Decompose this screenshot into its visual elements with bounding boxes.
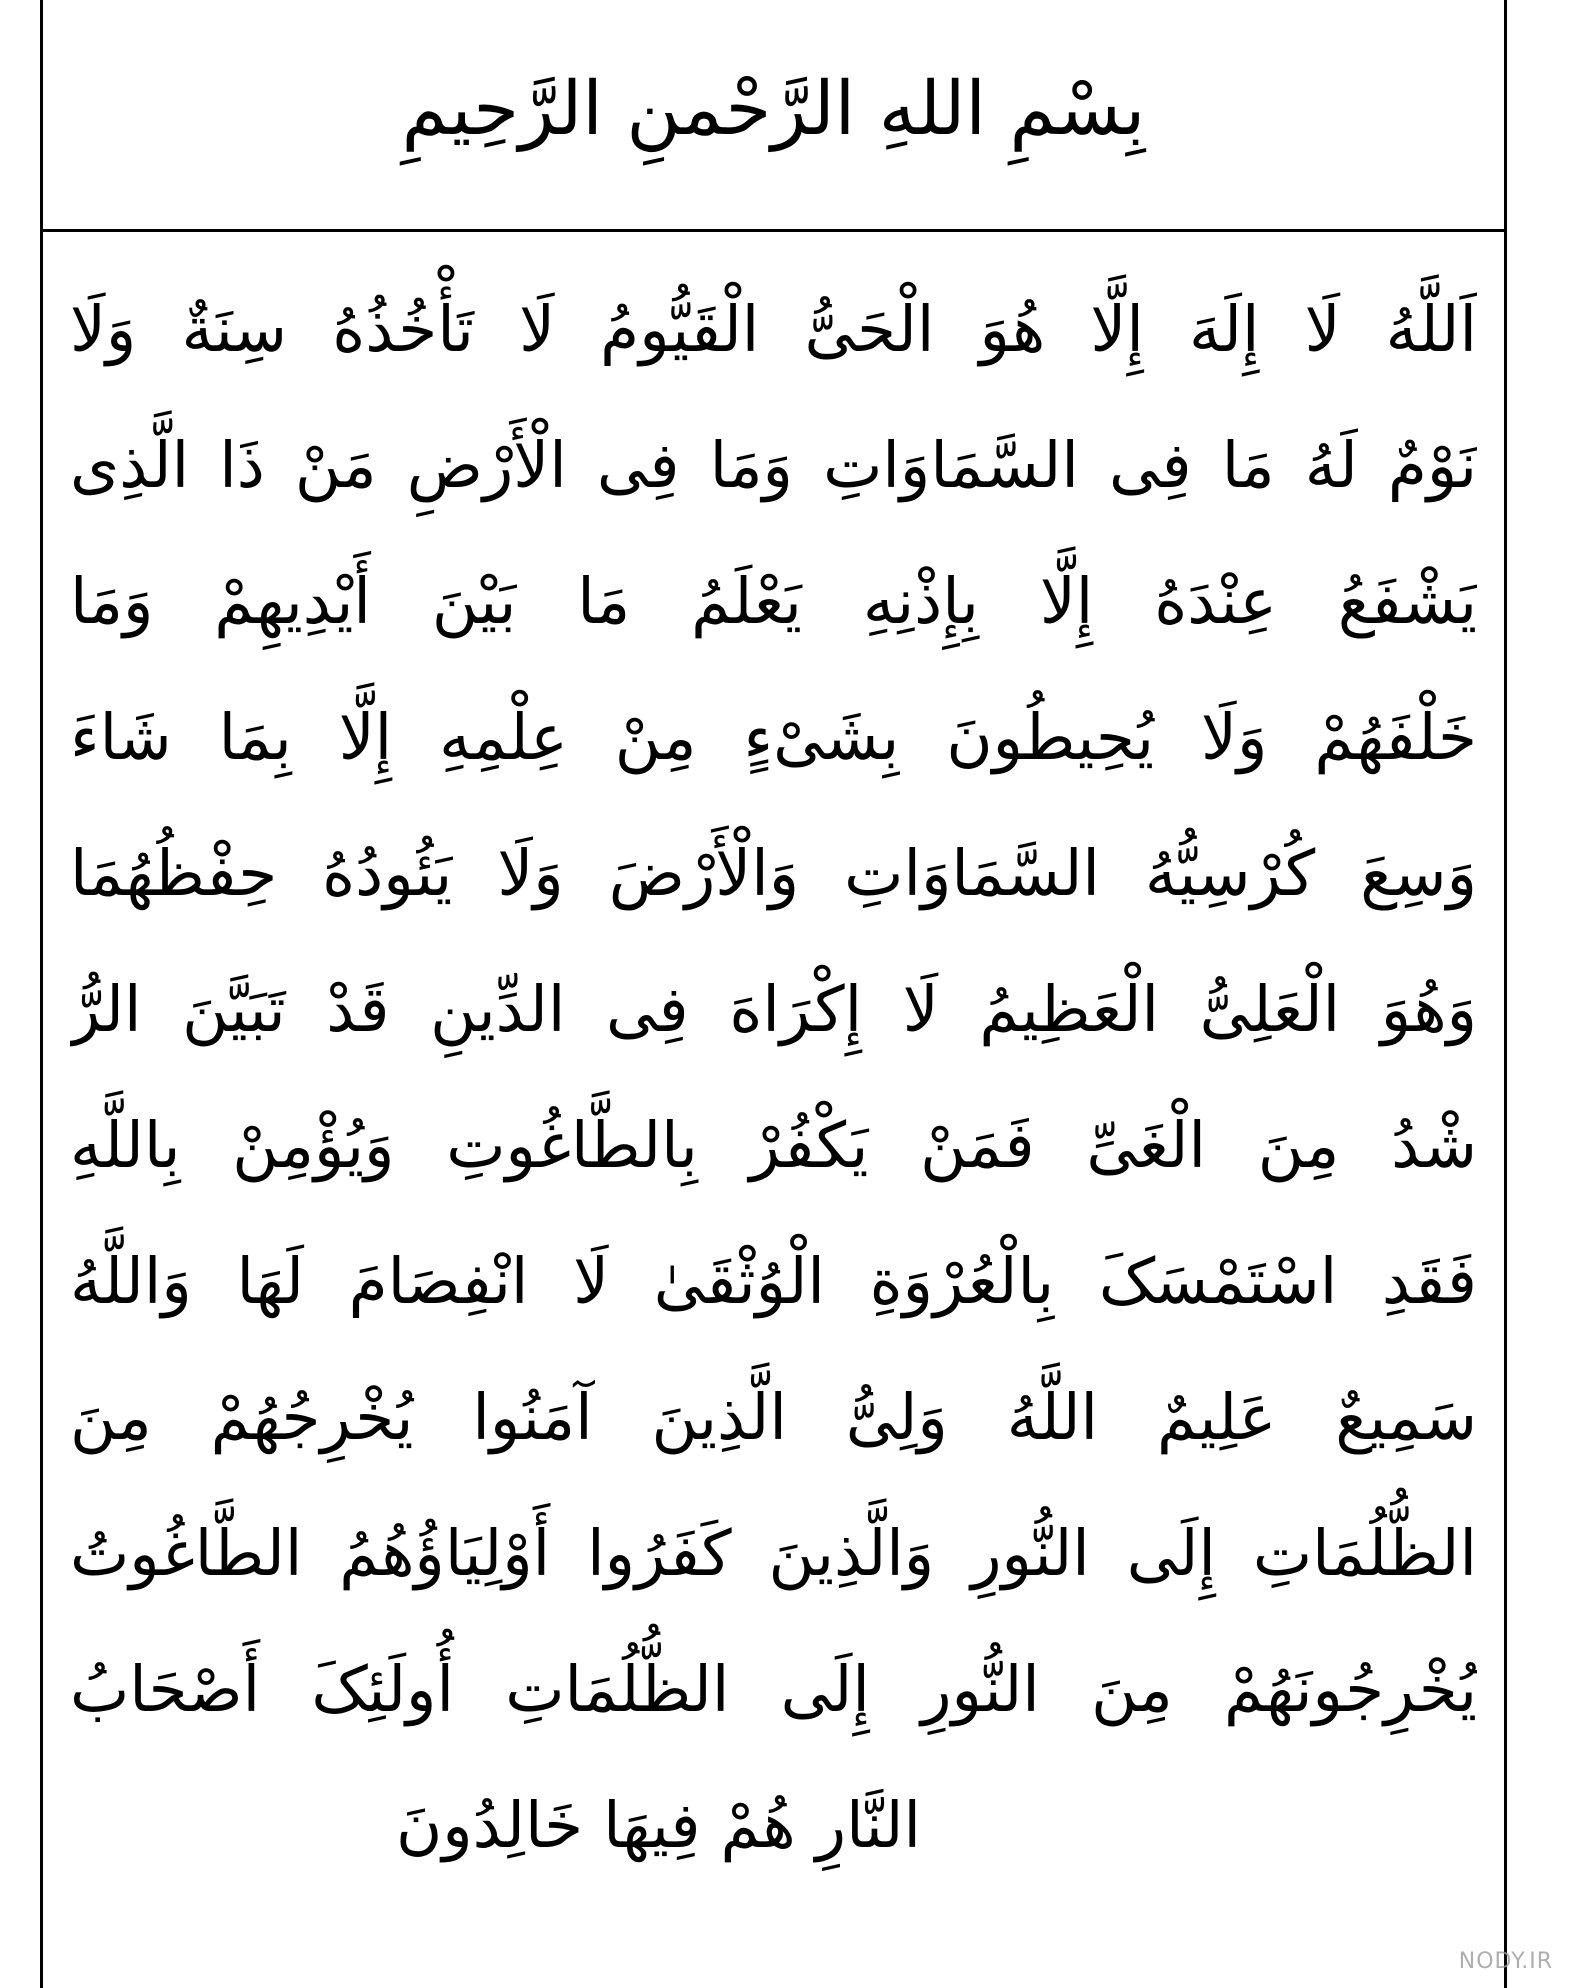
verse-text-block: [70, 262, 1477, 1894]
verse-line-last: النَّارِ هُمْ فِیهَا خَالِدُونَ: [395, 1789, 921, 1862]
verse-line: فَقَدِ اسْتَمْسَکَ بِالْعُرْوَةِ الْوُثْقَیٰ لَا انْفِصَامَ لَهَا وَاللَّهُ: [70, 1245, 1477, 1318]
verse-line: وَهُوَ الْعَلِیُّ الْعَظِیمُ لَا إِکْرَاهَ فِی الدِّینِ قَدْ تَبَیَّنَ الرُّ: [70, 973, 1477, 1046]
verse-line: الظُّلُمَاتِ إِلَی النُّورِ وَالَّذِینَ کَفَرُوا أَوْلِیَاؤُهُمُ الطَّاغُوتُ: [70, 1517, 1477, 1590]
header-box: [40, 0, 1507, 232]
watermark: NODY.IR: [1458, 1949, 1553, 1974]
verse-line: خَلْفَهُمْ وَلَا یُحِیطُونَ بِشَیْءٍ مِنْ عِلْمِهِ إِلَّا بِمَا شَاءَ: [70, 701, 1477, 774]
verse-line: نَوْمٌ لَهُ مَا فِی السَّمَاوَاتِ وَمَا فِی الْأَرْضِ مَنْ ذَا الَّذِی: [70, 429, 1477, 502]
verse-line: وَسِعَ کُرْسِیُّهُ السَّمَاوَاتِ وَالْأَرْضَ وَلَا یَئُودُهُ حِفْظُهُمَا: [70, 837, 1477, 910]
verse-line: سَمِیعٌ عَلِیمٌ اللَّهُ وَلِیُّ الَّذِینَ آمَنُوا یُخْرِجُهُمْ مِنَ: [70, 1381, 1477, 1454]
verse-line: یُخْرِجُونَهُمْ مِنَ النُّورِ إِلَی الظُّلُمَاتِ أُولَئِکَ أَصْحَابُ: [70, 1653, 1477, 1726]
basmala-title: بِسْمِ اللهِ الرَّحْمنِ الرَّحِيمِ: [401, 66, 1146, 153]
verse-line: شْدُ مِنَ الْغَیِّ فَمَنْ یَکْفُرْ بِالطَّاغُوتِ وَیُؤْمِنْ بِاللَّهِ: [70, 1109, 1477, 1182]
verse-line: اَللَّهُ لَا إِلَهَ إِلَّا هُوَ الْحَیُّ الْقَیُّومُ لَا تَأْخُذُهُ سِنَةٌ وَلَا: [70, 293, 1477, 366]
verse-line: یَشْفَعُ عِنْدَهُ إِلَّا بِإِذْنِهِ یَعْلَمُ مَا بَیْنَ أَیْدِیهِمْ وَمَا: [70, 565, 1477, 638]
